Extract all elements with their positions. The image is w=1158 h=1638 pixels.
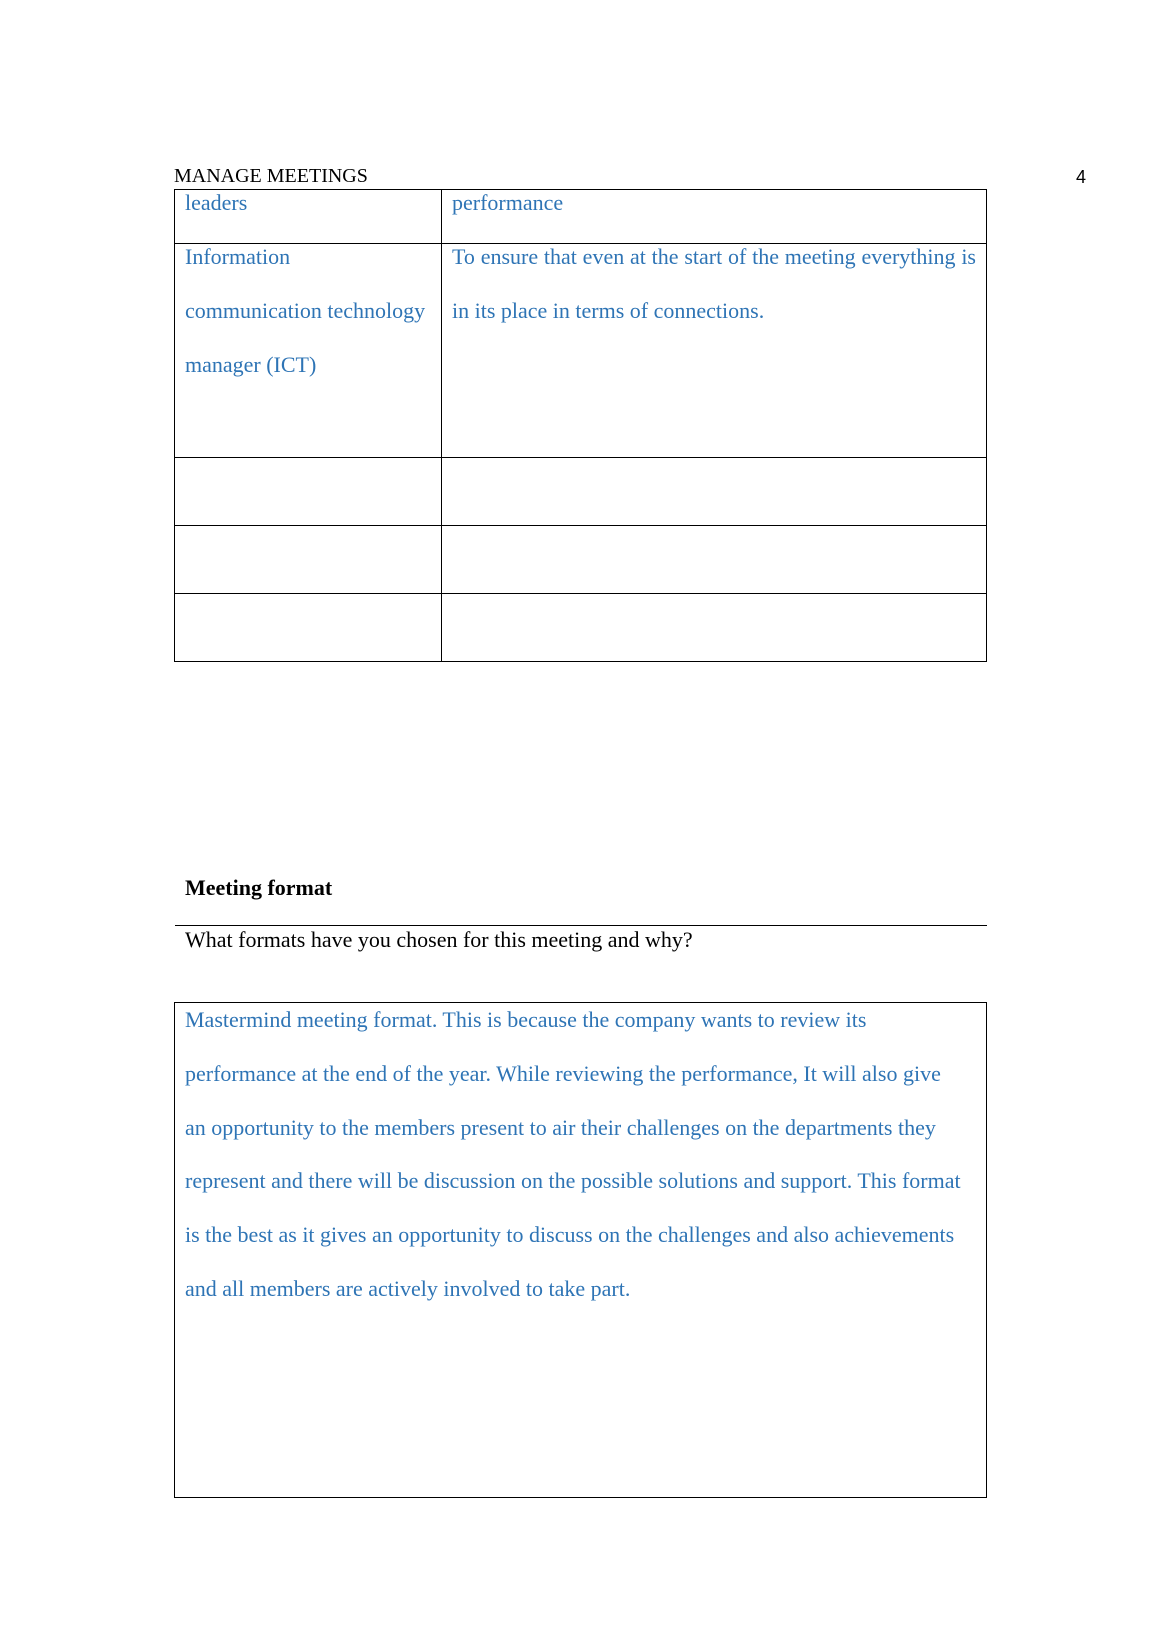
table-cell-role	[175, 594, 442, 662]
table-cell-purpose: To ensure that even at the start of the meeting everything is in its place in terms of connections.	[442, 244, 987, 458]
page-number: 4	[1076, 167, 1087, 187]
divider	[175, 925, 987, 926]
question-text: What formats have you chosen for this meeting and why?	[185, 927, 693, 952]
answer-text: Mastermind meeting format. This is because the company wants to review its performance at the end of the year. While reviewing the performance, It will also give an opportunity to the members present to air their challenges on the departments they represent and there will be discussion on the possible solutions and support. This format is the best as it gives an opportunity to discuss on the challenges and also achievements and all members are actively involved to take part.	[185, 1007, 961, 1301]
table-cell-role	[175, 458, 442, 526]
table-cell-purpose	[442, 594, 987, 662]
table-cell-purpose	[442, 526, 987, 594]
table-cell-role	[175, 526, 442, 594]
answer-box	[174, 1002, 987, 1498]
table-row	[175, 594, 987, 662]
section-heading: Meeting format	[185, 875, 333, 900]
table-cell-role: Information communication technology manager (ICT)	[175, 244, 442, 458]
running-header-title: MANAGE MEETINGS	[174, 165, 368, 187]
table-cell-role: leaders	[175, 190, 442, 244]
roles-table	[174, 189, 987, 662]
table-cell-purpose: performance	[442, 190, 987, 244]
table-row	[175, 526, 987, 594]
table-row	[175, 244, 987, 458]
table-row	[175, 458, 987, 526]
table-cell-purpose	[442, 458, 987, 526]
